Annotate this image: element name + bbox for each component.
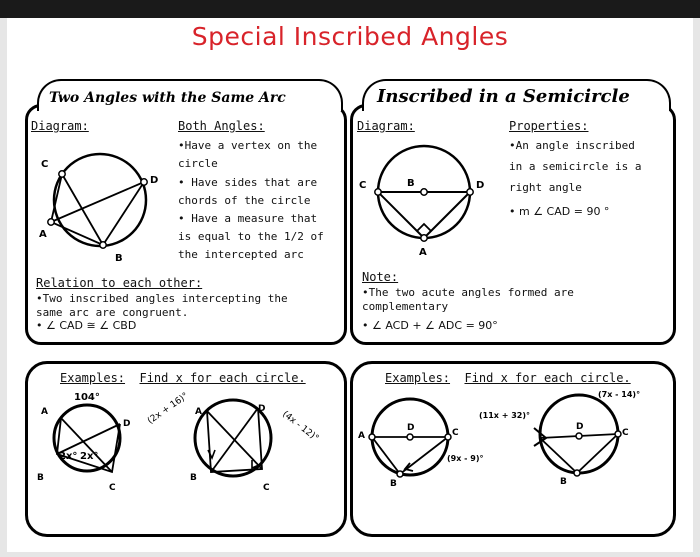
properties-line: • m ∠ CAD = 90 °	[509, 205, 610, 218]
point-a-label: A	[41, 407, 48, 417]
both-angles-line: the intercepted arc	[178, 248, 304, 261]
relation-line: • ∠ CAD ≅ ∠ CBD	[36, 319, 137, 332]
point-b-label: B	[390, 479, 397, 489]
angle-2x-label: 2x°	[80, 451, 99, 462]
same-arc-diagram	[30, 150, 170, 265]
both-angles-line: • Have a measure that	[178, 212, 318, 225]
point-b-label: B	[115, 253, 123, 264]
window-top-bar	[0, 0, 700, 18]
point-c-label: C	[41, 159, 49, 170]
point-a-label: A	[39, 229, 47, 240]
both-angles-line: is equal to the 1/2 of	[178, 230, 324, 243]
panel-header-same-arc: Two Angles with the Same Arc	[49, 90, 286, 106]
expression-label: (7x - 14)°	[598, 390, 641, 399]
note-line: complementary	[362, 300, 449, 313]
note-line: • ∠ ACD + ∠ ADC = 90°	[362, 319, 498, 332]
diagram-label: Diagram:	[31, 119, 89, 133]
point-b-label: B	[37, 473, 44, 483]
examples-label: Examples: Find x for each circle.	[60, 371, 306, 385]
point-c-label: C	[359, 180, 367, 191]
example-circle-3	[355, 388, 531, 498]
both-angles-line: chords of the circle	[178, 194, 311, 207]
point-d-label: D	[123, 419, 131, 429]
properties-line: right angle	[509, 181, 582, 194]
point-c-label: C	[452, 428, 459, 438]
point-c-label: C	[263, 483, 270, 493]
point-d-label: D	[258, 404, 266, 414]
properties-line: in a semicircle is a	[509, 160, 642, 173]
both-angles-line: •Have a vertex on the	[178, 139, 318, 152]
point-c-label: C	[109, 483, 116, 493]
point-b-label: B	[407, 178, 415, 189]
page-title: Special Inscribed Angles	[191, 22, 509, 51]
point-d-label: D	[476, 180, 485, 191]
relation-line: •Two inscribed angles intercepting the	[36, 292, 288, 305]
example-circle-2	[140, 388, 340, 498]
panel-header-semicircle: Inscribed in a Semicircle	[377, 86, 630, 107]
both-angles-line: circle	[178, 157, 218, 170]
expression-label: (2x + 16)°	[145, 391, 191, 427]
diagram-label: Diagram:	[357, 119, 415, 133]
both-angles-title: Both Angles:	[178, 119, 265, 133]
properties-title: Properties:	[509, 119, 589, 133]
point-d-label: D	[407, 423, 415, 433]
example-circle-1	[32, 388, 152, 498]
expression-label: (4x - 12)°	[280, 409, 321, 444]
point-a-label: A	[195, 407, 202, 417]
semicircle-diagram	[355, 140, 495, 258]
note-title: Note:	[362, 270, 399, 284]
both-angles-line: • Have sides that are	[178, 176, 318, 189]
point-b-label: B	[560, 477, 567, 487]
point-a-label: A	[358, 431, 365, 441]
angle-2x-label: 2x°	[59, 451, 78, 462]
point-c-label: C	[622, 428, 629, 438]
point-b-label: B	[190, 473, 197, 483]
example-circle-4	[520, 388, 670, 498]
note-line: •The two acute angles formed are	[362, 286, 574, 299]
point-d-label: D	[150, 175, 159, 186]
point-d-label: D	[576, 422, 584, 432]
relation-title: Relation to each other:	[36, 276, 203, 290]
expression-label: (11x + 32)°	[479, 411, 531, 420]
relation-line: same arc are congruent.	[36, 306, 189, 319]
arc-measure-label: 104°	[74, 392, 100, 403]
point-a-label: A	[419, 247, 427, 258]
examples-label: Examples: Find x for each circle.	[385, 371, 631, 385]
properties-line: •An angle inscribed	[509, 139, 635, 152]
expression-label: (9x - 9)°	[447, 454, 484, 463]
